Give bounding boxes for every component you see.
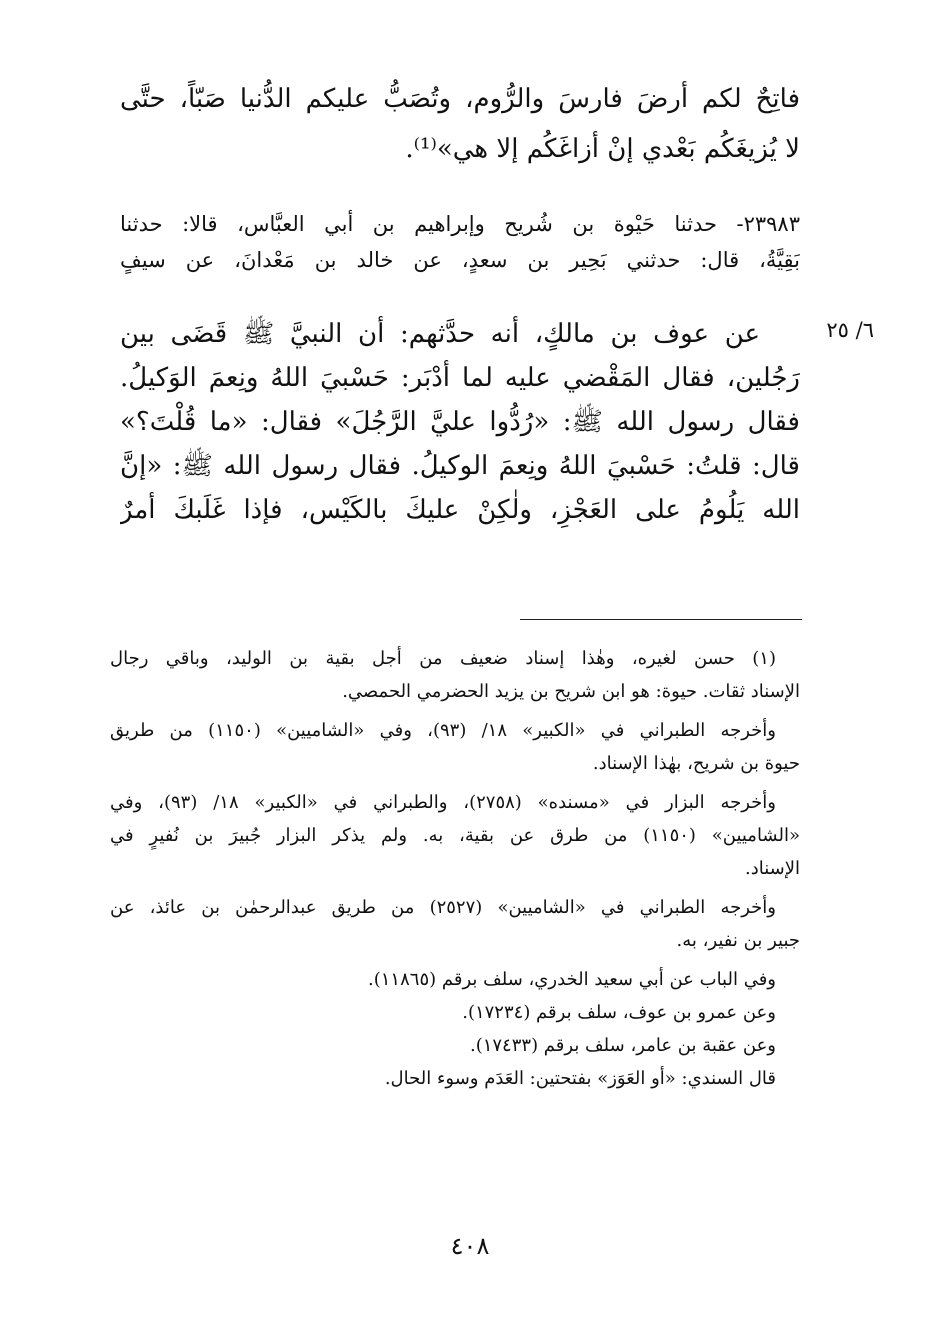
footnote-line: وأخرجه الطبراني في «الكبير» ١٨/ (٩٣)، وفي «الشاميين» (١١٥٠) من طريق — [110, 720, 776, 741]
footnote-line: قال السندي: «أو العَوَز» بفتحتين: العَدَم وسوء الحال. — [384, 1068, 776, 1089]
footnotes — [110, 642, 800, 1101]
matn-line: رَجُلين، فقال المَقْضي عليه لما أدْبَر: حَسْبيَ اللهُ ونِعمَ الوَكيلُ. — [120, 363, 800, 393]
hadith-matn — [120, 312, 800, 532]
footnote-paragraph — [110, 963, 800, 1095]
footnote-line: الإسناد. — [744, 858, 800, 879]
footnote-paragraph — [110, 891, 800, 957]
matn-line: فقال رسول الله ﷺ: «رُدُّوا عليَّ الرَّجُلَ» فقال: «ما قُلْتَ؟» — [120, 407, 800, 437]
footnote-line: وعن عقبة بن عامر، سلف برقم (١٧٤٣٣). — [469, 1035, 776, 1056]
footnote-line: جبير بن نفير، به. — [676, 930, 800, 951]
footnote-line: (١) حسن لغيره، وهٰذا إسناد ضعيف من أجل بقية بن الوليد، وباقي رجال — [110, 648, 776, 669]
main-text-line: فاتِحٌ لكم أرضَ فارسَ والرُّوم، وتُصَبُّ عليكم الدُّنيا صَبّاً، حتَّى — [120, 84, 800, 114]
matn-line: عن عوف بن مالكٍ، أنه حدَّثهم: أن النبيَّ ﷺ قَضَى بين — [120, 319, 760, 349]
footnote-paragraph — [110, 714, 800, 780]
main-text — [120, 74, 800, 174]
footnote-separator — [520, 619, 802, 620]
footnote-line: وأخرجه البزار في «مسنده» (٢٧٥٨)، والطبراني في «الكبير» ١٨/ (٩٣)، وفي — [110, 792, 776, 813]
hadith-isnad — [120, 206, 800, 278]
footnote-paragraph — [110, 642, 800, 708]
isnad-line: بَقِيَّةُ، قال: حدثني بَحِير بن سعدٍ، عن خالد بن مَعْدانَ، عن سيفٍ — [120, 248, 800, 272]
footnote-line: الإسناد ثقات. حيوة: هو ابن شريح بن يزيد الحضرمي الحمصي. — [342, 681, 800, 702]
footnote-paragraph — [110, 786, 800, 885]
matn-line: الله يَلُومُ على العَجْزِ، ولٰكِنْ عليكَ بالكَيْس، فإذا غَلَبكَ أمرٌ — [120, 495, 800, 525]
footnote-line: «الشاميين» (١١٥٠) من طرق عن بقية، به. ولم يذكر البزار جُبيرَ بن نُفيرٍ في — [110, 825, 800, 846]
footnote-line: وفي الباب عن أبي سعيد الخدري، سلف برقم (١١٨٦٥). — [368, 969, 776, 990]
footnote-line: وعن عمرو بن عوف، سلف برقم (١٧٢٣٤). — [462, 1002, 776, 1023]
footnote-line: حيوة بن شريح، بهٰذا الإسناد. — [592, 753, 800, 774]
page-number: ٤٠٨ — [450, 1232, 490, 1260]
matn-line: قال: قلتُ: حَسْبيَ اللهُ ونِعمَ الوكيلُ. فقال رسول الله ﷺ: «إنَّ — [120, 451, 800, 481]
footnote-line: وأخرجه الطبراني في «الشاميين» (٢٥٢٧) من طريق عبدالرحمٰن بن عائذ، عن — [110, 897, 776, 918]
margin-reference: ٦/ ٢٥ — [826, 318, 874, 342]
main-text-line: لا يُزيغَكُم بَعْدي إنْ أزاغَكُم إلا هي»⁽¹⁾. — [405, 134, 800, 164]
isnad-line: ٢٣٩٨٣- حدثنا حَيْوة بن شُريح وإبراهيم بن أبي العبَّاس، قالا: حدثنا — [120, 212, 800, 236]
